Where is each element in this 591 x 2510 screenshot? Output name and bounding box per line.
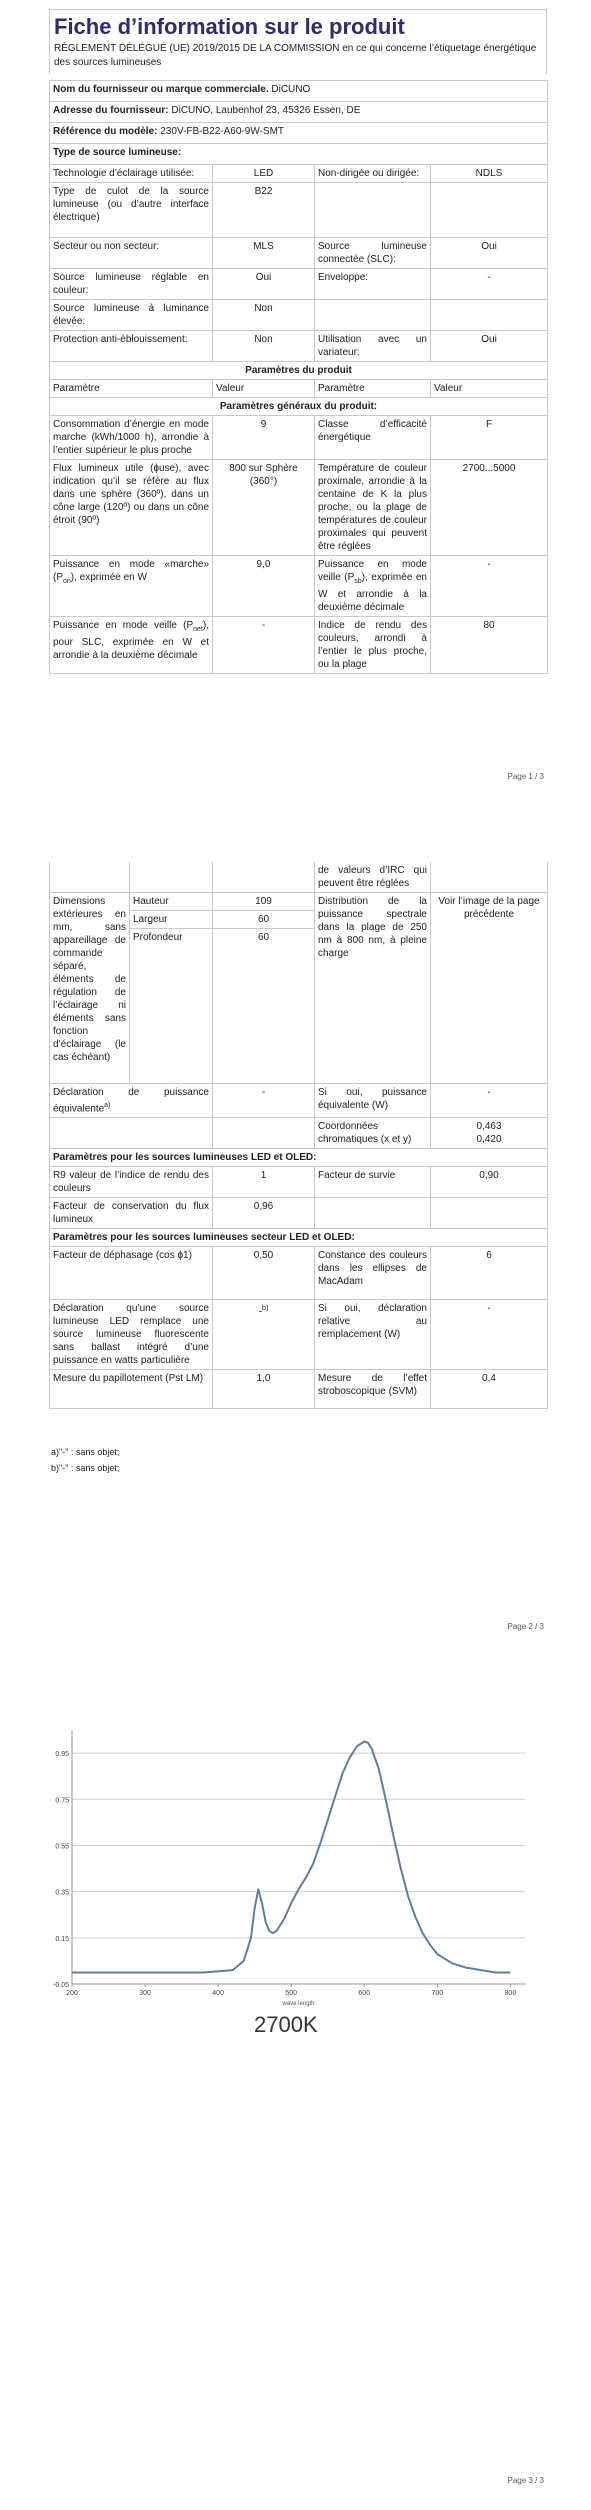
dimensions-row xyxy=(50,893,548,911)
type-row xyxy=(50,269,548,300)
spd-label: Distribution de la puissance spectrale dans la plage de 250 nm à 800 nm, à pleine charge xyxy=(315,893,431,1084)
type-row-label-1: Source lumineuse réglable en couleur: xyxy=(50,269,213,300)
light-source-type-label: Type de source lumineuse: xyxy=(50,144,548,165)
svm-label: Mesure de l’effet stroboscopique (SVM) xyxy=(315,1370,431,1409)
type-row xyxy=(50,331,548,362)
type-row-label-2: Non-dirigée ou dirigée: xyxy=(315,165,431,183)
width-value: 60 xyxy=(213,911,315,929)
equivalent-power-row xyxy=(50,1084,548,1118)
type-row-label-2 xyxy=(315,183,431,238)
param-value-2: 80 xyxy=(431,617,548,674)
chromaticity-x: 0,463 xyxy=(476,1121,502,1133)
regulation-subtitle: RÈGLEMENT DÉLÉGUÉ (UE) 2019/2015 DE LA COMMISSION en ce qui concerne l’étiquetage énergétique des sources lumineuses xyxy=(54,43,537,68)
chart-title: 2700K xyxy=(254,2012,318,2037)
y-tick-label: 0.95 xyxy=(55,1751,69,1759)
phase-label: Facteur de déphasage (cos ɸ1) xyxy=(50,1247,213,1300)
general-params-title: Paramètres généraux du produit: xyxy=(50,398,548,416)
flux-maintenance-value: 0,96 xyxy=(213,1198,315,1229)
pst-label: Mesure du papillotement (Pst LM) xyxy=(50,1370,213,1409)
supplier-address-value: DiCUNO, Laubenhof 23, 45326 Essen, DE xyxy=(171,105,361,116)
equivalent-power-value: - xyxy=(213,1084,315,1118)
param-value-1: 9,0 xyxy=(213,556,315,617)
y-tick-label: 0.15 xyxy=(55,1935,69,1943)
type-row-value-2: NDLS xyxy=(431,165,548,183)
r9-value: 1 xyxy=(213,1167,315,1198)
spectral-chart xyxy=(50,1722,540,2012)
replacement-answer: - xyxy=(431,1300,548,1370)
param-label-1: Puissance en mode veille $(P_{net})$, pour SLC, exprimée en W et arrondie à la deuxième décimale xyxy=(50,617,213,674)
y-tick-label: 0.55 xyxy=(55,1843,69,1851)
y-tick-label: -0.05 xyxy=(53,1982,69,1989)
chromaticity-values xyxy=(431,1118,548,1149)
type-row-value-2: - xyxy=(431,269,548,300)
general-params-row xyxy=(50,398,548,416)
x-tick-label: 500 xyxy=(285,1990,298,1997)
y-tick-label: 0.35 xyxy=(55,1889,69,1897)
param-label-2: Indice de rendu des couleurs, arrondi à l’entier le plus proche, ou la plage xyxy=(315,617,431,674)
type-row-value-2 xyxy=(431,300,548,331)
type-row-label-1: Type de culot de la source lumineuse (ou d’autre interface électrique) xyxy=(50,183,213,238)
spd-value: Voir l’image de la page précédente xyxy=(431,893,548,1084)
param-label-1: Flux lumineux utile (ɸuse), avec indication qu’il se réfère au flux dans une sphère (360º), dans un cône large (120º) ou dans un cône étroit (90º) xyxy=(50,460,213,556)
x-tick-label: 400 xyxy=(212,1990,224,1997)
param-value-1: - xyxy=(213,617,315,674)
footnote-a: a)"-" : sans objet; xyxy=(51,1447,120,1457)
flux-maintenance-label: Facteur de conservation du flux lumineux xyxy=(50,1198,213,1229)
x-tick-label: 700 xyxy=(431,1990,444,1997)
param-value-2: - xyxy=(431,556,548,617)
footnote-ref-a: a) xyxy=(104,1102,111,1109)
flicker-row xyxy=(50,1370,548,1409)
equivalent-power-answer: - xyxy=(431,1084,548,1118)
flux-maintenance-row xyxy=(50,1198,548,1229)
pst-value: 1,0 xyxy=(213,1370,315,1409)
param-label-2: Classe d’efficacité énergétique xyxy=(315,416,431,460)
phase-row xyxy=(50,1247,548,1300)
replacement-label: Déclaration qu’une source lumineuse LED remplace une source lumineuse fluorescente sans ballast intégré d’une puissance en watts particulière xyxy=(50,1300,213,1370)
model-reference-row xyxy=(50,123,548,144)
type-row-label-1: Technologie d’éclairage utilisée: xyxy=(50,165,213,183)
product-info-table-page2 xyxy=(49,862,548,1409)
type-row-label-2 xyxy=(315,300,431,331)
supplier-address-label: Adresse du fournisseur: xyxy=(53,105,169,116)
chromaticity-y: 0,420 xyxy=(476,1134,502,1146)
param-label-1: Puissance en mode «marche» $(P_{on})$, exprimée en W xyxy=(50,556,213,617)
survival-label: Facteur de survie xyxy=(315,1167,431,1198)
footnote-b: b)"-" : sans objet; xyxy=(51,1463,120,1473)
col-header-value: Valeur xyxy=(213,380,315,398)
chromaticity-label: Coordonnées chromatiques (x et y) xyxy=(315,1118,431,1149)
survival-value: 0,90 xyxy=(431,1167,548,1198)
replacement-value xyxy=(213,1300,315,1370)
param-label-2: Puissance en mode veille $(P_{sb})$, exprimée en W et arrondie à la deuxième décimale xyxy=(315,556,431,617)
param-row xyxy=(50,460,548,556)
depth-label: Profondeur xyxy=(130,929,213,1084)
depth-value: 60 xyxy=(213,929,315,1084)
type-row-label-2: Source lumineuse connectée (SLC): xyxy=(315,238,431,269)
r9-row xyxy=(50,1167,548,1198)
supplier-name-value: DiCUNO xyxy=(271,84,311,95)
param-row xyxy=(50,617,548,674)
param-value-1: 9 xyxy=(213,416,315,460)
footnote-ref-b: b) xyxy=(262,1305,269,1313)
y-tick-label: 0.75 xyxy=(55,1797,69,1805)
type-row-value-1: Non xyxy=(213,331,315,362)
model-reference-value: 230V-FB-B22-A60-9W-SMT xyxy=(160,126,285,137)
param-row xyxy=(50,556,548,617)
height-value: 109 xyxy=(213,893,315,911)
equivalent-power-text: Déclaration de puissance équivalente xyxy=(53,1087,209,1115)
replacement-dash: - xyxy=(258,1306,263,1318)
page-number: Page 1 / 3 xyxy=(507,772,544,781)
svm-value: 0,4 xyxy=(431,1370,548,1409)
type-row-value-2: Oui xyxy=(431,238,548,269)
type-row-label-1: Secteur ou non secteur: xyxy=(50,238,213,269)
type-row-value-2 xyxy=(431,183,548,238)
supplier-address-row xyxy=(50,102,548,123)
type-row-value-1: Oui xyxy=(213,269,315,300)
x-tick-label: 300 xyxy=(139,1990,151,1997)
light-source-type-row xyxy=(50,144,548,165)
col-header-param: Paramètre xyxy=(50,380,213,398)
product-info-table-page1 xyxy=(49,80,548,674)
supplier-name-row xyxy=(50,81,548,102)
type-row-label-2: Enveloppe: xyxy=(315,269,431,300)
param-label-2: Température de couleur proximale, arrondie à la centaine de K la plus proche, ou la plage de températures de couleur proximales qui peuvent être réglées xyxy=(315,460,431,556)
x-tick-label: 200 xyxy=(66,1990,78,1997)
type-row-value-1: LED xyxy=(213,165,315,183)
param-value-2: 2700...5000 xyxy=(431,460,548,556)
led-section-title: Paramètres pour les sources lumineuses LED et OLED: xyxy=(50,1149,548,1167)
mains-section-row xyxy=(50,1229,548,1247)
cri-continued: de valeurs d’IRC qui peuvent être réglées xyxy=(315,862,431,893)
param-label-1: Consommation d’énergie en mode marche (kWh/1000 h), arrondie à l’entier supérieur le plus proche xyxy=(50,416,213,460)
chromaticity-row xyxy=(50,1118,548,1149)
type-row-label-1: Protection anti-éblouissement: xyxy=(50,331,213,362)
params-section-title: Paramètres du produit xyxy=(50,362,548,380)
type-row xyxy=(50,165,548,183)
type-row xyxy=(50,183,548,238)
equivalent-power-question: Si oui, puissance équivalente (W) xyxy=(315,1084,431,1118)
equivalent-power-label xyxy=(50,1084,213,1118)
type-row-value-1: B22 xyxy=(213,183,315,238)
x-axis-label: wave length xyxy=(282,2001,315,2007)
r9-label: R9 valeur de l’indice de rendu des couleurs xyxy=(50,1167,213,1198)
replacement-question: Si oui, déclaration relative au remplacement (W) xyxy=(315,1300,431,1370)
dimensions-label: Dimensions extérieures en mm, sans appareillage de commande séparé, éléments de régulation de l’éclairage ni éléments sans fonction d’éclairage (le cas échéant) xyxy=(50,893,130,1084)
type-row-value-1: MLS xyxy=(213,238,315,269)
param-value-2: F xyxy=(431,416,548,460)
type-row xyxy=(50,238,548,269)
page-number: Page 2 / 3 xyxy=(507,1622,544,1631)
params-header-row xyxy=(50,380,548,398)
macadam-label: Constance des couleurs dans les ellipses de MacAdam xyxy=(315,1247,431,1300)
spectral-chart-svg xyxy=(50,1722,540,2012)
params-section-row xyxy=(50,362,548,380)
param-row xyxy=(50,416,548,460)
type-row xyxy=(50,300,548,331)
phase-value: 0,50 xyxy=(213,1247,315,1300)
type-row-value-2: Oui xyxy=(431,331,548,362)
type-row-label-2: Utilisation avec un variateur: xyxy=(315,331,431,362)
height-label: Hauteur xyxy=(130,893,213,911)
led-section-row xyxy=(50,1149,548,1167)
type-row-value-1: Non xyxy=(213,300,315,331)
type-row-label-1: Source lumineuse à luminance élevée: xyxy=(50,300,213,331)
x-tick-label: 600 xyxy=(358,1990,371,1997)
continued-row xyxy=(50,862,548,893)
replacement-row xyxy=(50,1300,548,1370)
document-header xyxy=(49,9,547,74)
page-title: Fiche d’information sur le produit xyxy=(54,14,405,39)
macadam-value: 6 xyxy=(431,1247,548,1300)
page-number: Page 3 / 3 xyxy=(507,2476,544,2485)
col-header-param: Paramètre xyxy=(315,380,431,398)
param-value-1: 800 sur Sphère (360°) xyxy=(213,460,315,556)
col-header-value: Valeur xyxy=(431,380,548,398)
x-tick-label: 800 xyxy=(504,1990,517,1997)
mains-section-title: Paramètres pour les sources lumineuses secteur LED et OLED: xyxy=(50,1229,548,1247)
supplier-name-label: Nom du fournisseur ou marque commerciale. xyxy=(53,84,269,95)
width-label: Largeur xyxy=(130,911,213,929)
model-reference-label: Référence du modèle: xyxy=(53,126,158,137)
